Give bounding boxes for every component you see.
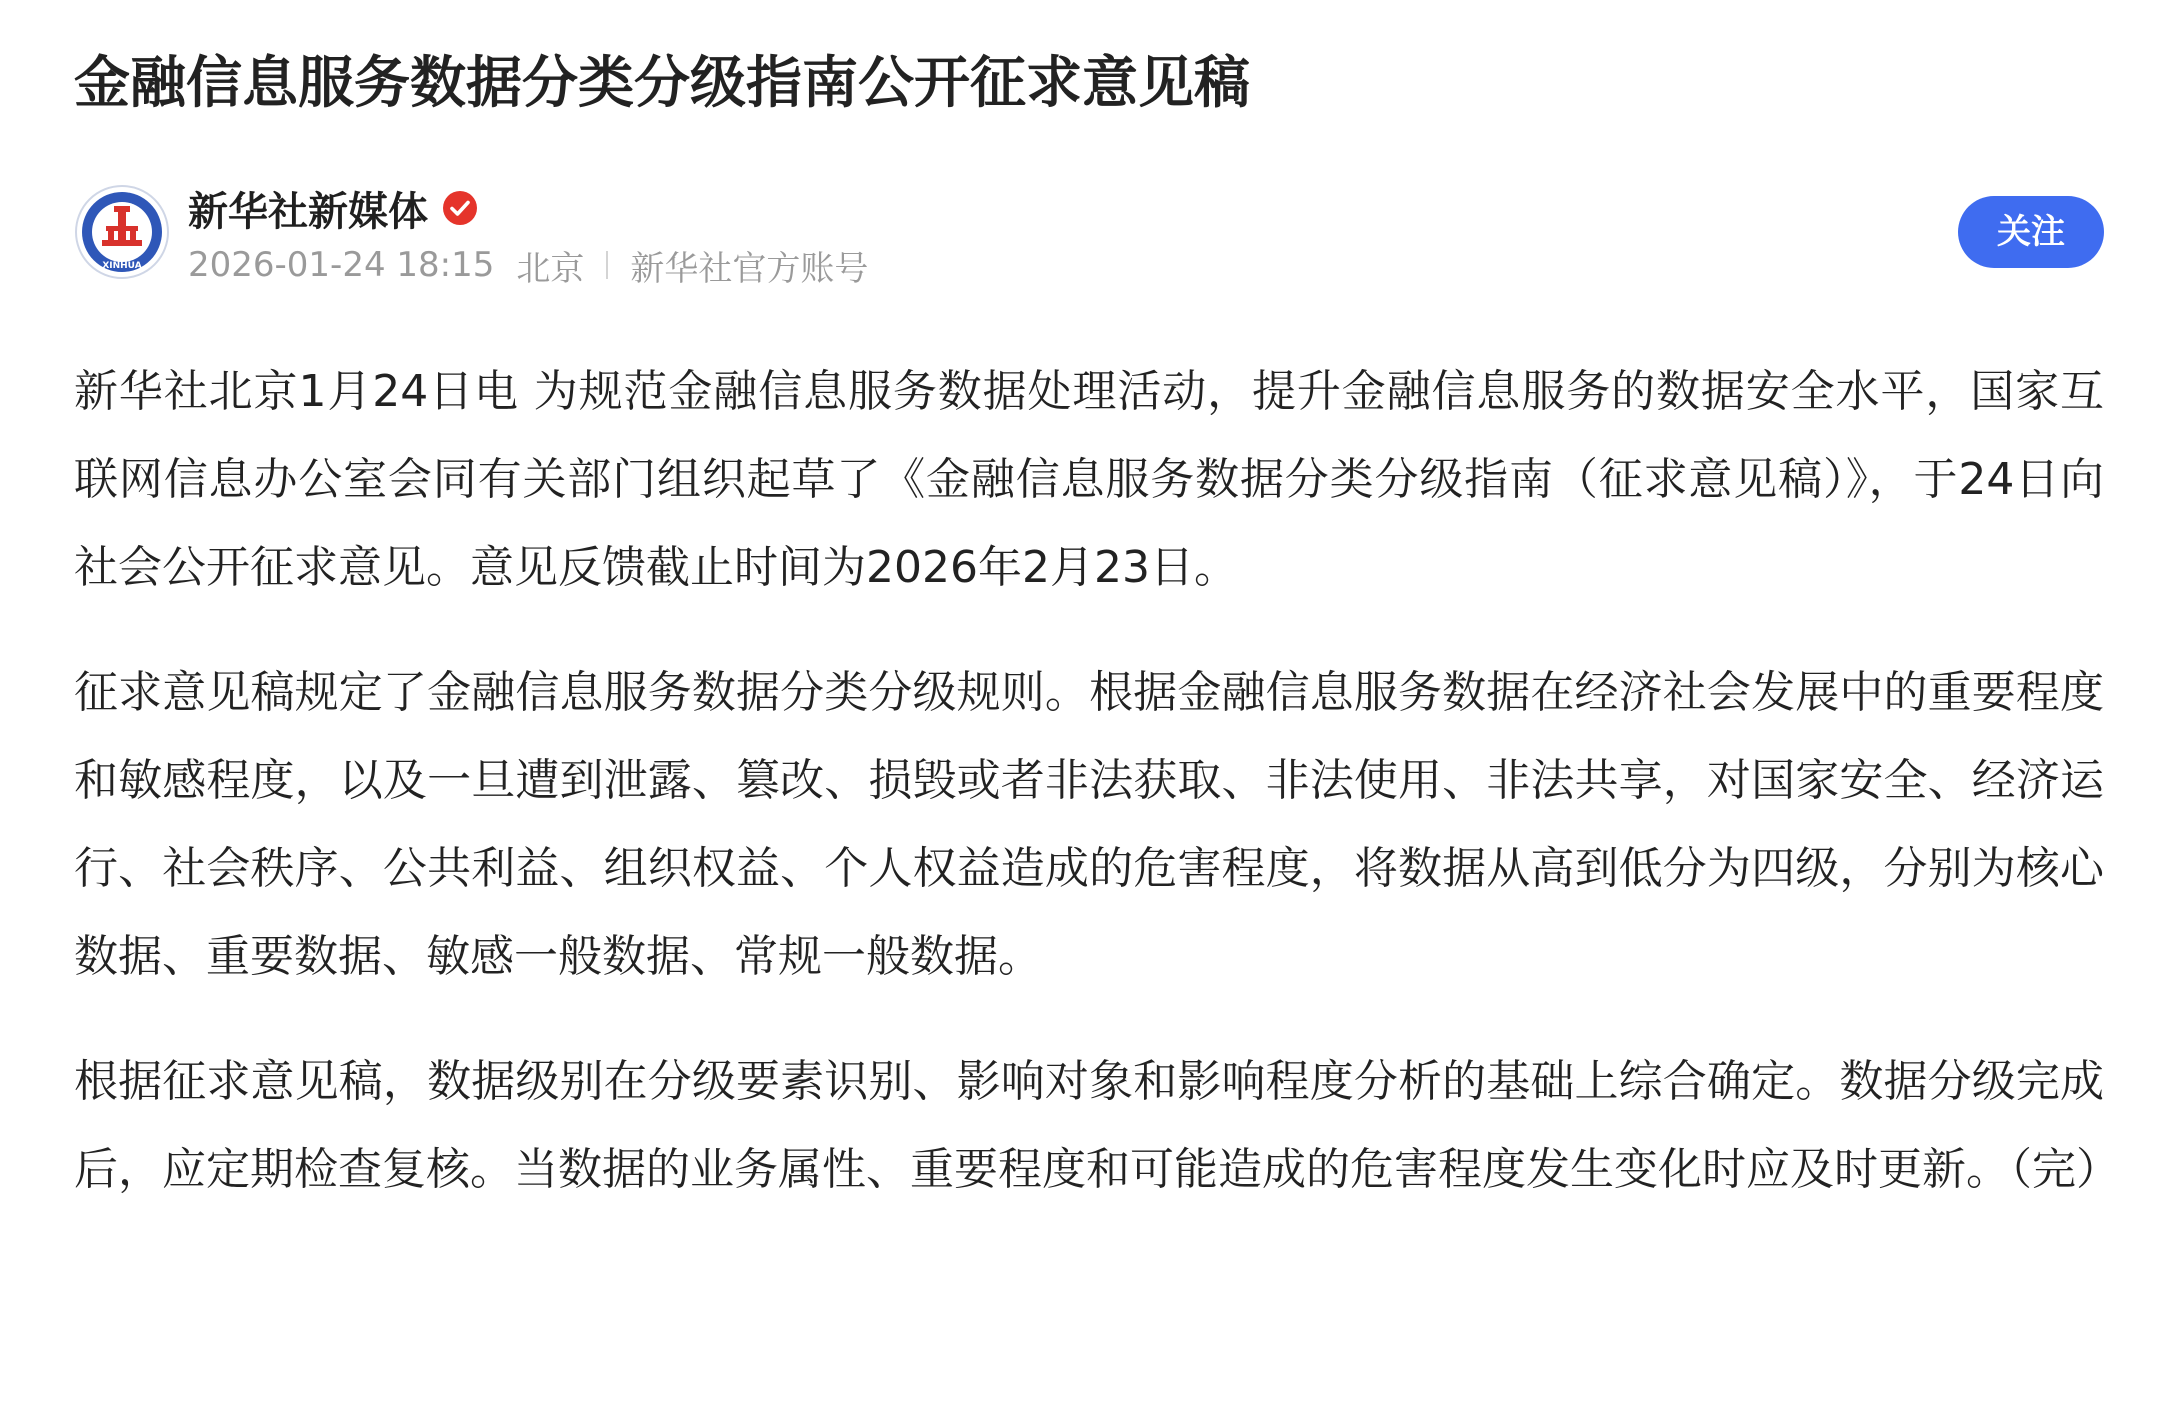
article-title: 金融信息服务数据分类分级指南公开征求意见稿 bbox=[74, 51, 1250, 116]
author-row bbox=[74, 180, 2104, 290]
account-type: 新华社官方账号 bbox=[630, 248, 869, 289]
verified-badge-icon bbox=[442, 190, 478, 226]
meta-divider bbox=[606, 251, 608, 279]
xinhua-logo-icon[interactable] bbox=[74, 184, 170, 280]
avatar-logo-text: XINHUA bbox=[102, 261, 142, 271]
follow-button[interactable]: 关注 bbox=[1958, 196, 2104, 268]
article-paragraph: 根据征求意见稿，数据级别在分级要素识别、影响对象和影响程度分析的基础上综合确定。数据分级完成后，应定期检查复核。当数据的业务属性、重要程度和可能造成的危害程度发生变化时应及时更新。（完） bbox=[74, 1056, 2120, 1195]
author-name-line bbox=[188, 180, 478, 236]
article-paragraph: 征求意见稿规定了金融信息服务数据分类分级规则。根据金融信息服务数据在经济社会发展中的重要程度和敏感程度，以及一旦遭到泄露、篡改、损毁或者非法获取、非法使用、非法共享，对国家安全、经济运行、社会秩序、公共利益、组织权益、个人权益造成的危害程度，将数据从高到低分为四级，分别为核心数据、重要数据、敏感一般数据、常规一般数据。 bbox=[74, 667, 2104, 982]
article-paragraph: 新华社北京1月24日电 为规范金融信息服务数据处理活动，提升金融信息服务的数据安全水平，国家互联网信息办公室会同有关部门组织起草了《金融信息服务数据分类分级指南（征求意见稿）》，于24日向社会公开征求意见。意见反馈截止时间为2026年2月23日。 bbox=[74, 366, 2104, 593]
article-body bbox=[74, 348, 2120, 1251]
publish-datetime: 2026-01-24 18:15 bbox=[188, 245, 495, 285]
post-meta bbox=[188, 244, 869, 289]
author-name[interactable]: 新华社新媒体 bbox=[188, 188, 428, 235]
publish-location: 北京 bbox=[516, 248, 585, 289]
